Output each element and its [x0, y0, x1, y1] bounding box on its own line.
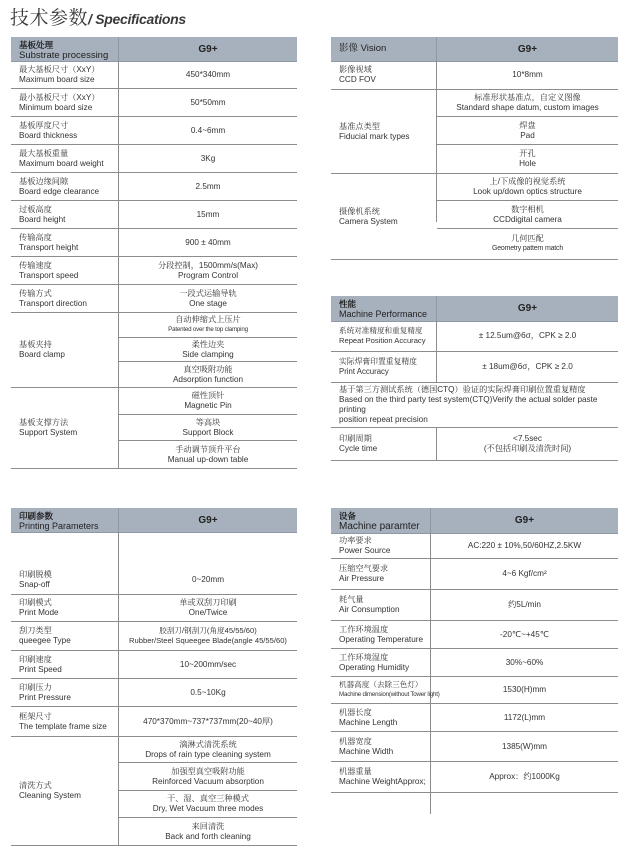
- fiducial-option: [437, 117, 618, 145]
- option-cn: 焊盘: [519, 120, 536, 130]
- table-row: [11, 707, 297, 737]
- printing-header: [11, 508, 297, 533]
- row-value: 4~6 Kgf/cm²: [502, 569, 547, 578]
- row-value: 30%~60%: [505, 657, 544, 667]
- table-row: [11, 285, 297, 313]
- row-label-cn: 印刷速度: [19, 654, 52, 664]
- row-value-en: Rubber/Steel Squeegee Blade(angle 45/55/60): [129, 636, 287, 645]
- row-value-en: One stage: [189, 298, 227, 308]
- row-label-en: Air Pressure: [339, 574, 385, 583]
- row-label-cn: 工作环境湿度: [339, 652, 389, 662]
- table-row: [331, 762, 618, 793]
- substrate-table: [11, 37, 297, 469]
- option-cn: 来回清洗: [191, 821, 225, 831]
- row-label-cn: 机器重量: [339, 767, 372, 776]
- row-label-en: Power Source: [339, 545, 391, 555]
- row-value: 0.4~6mm: [190, 125, 226, 135]
- option-cn: 滴淋式清洗系统: [179, 739, 237, 749]
- option-cn: 手动调节顶升平台: [175, 444, 241, 454]
- row-label-en: Operating Humidity: [339, 662, 410, 672]
- table-row: [331, 621, 618, 649]
- row-label-cn: 基板厚度尺寸: [19, 120, 69, 130]
- row-value: 0.5~10Kg: [190, 687, 226, 697]
- row-value-cn: 分段控制，1500mm/s(Max): [157, 260, 259, 270]
- performance-header-en: Machine Performance: [339, 309, 428, 319]
- option-en: Side clamping: [182, 349, 234, 359]
- row-label-cn: 传输速度: [19, 260, 52, 270]
- option-en: Reinforced Vacuum absorption: [152, 776, 264, 786]
- row-value-cn: 一段式运输导轨: [179, 288, 237, 298]
- row-label-cn: 功率要求: [339, 535, 372, 545]
- row-label-cn: 机器长度: [339, 707, 372, 717]
- table-row: [331, 321, 618, 352]
- row-value-en: Program Control: [177, 270, 239, 280]
- option-en: Support Block: [182, 427, 234, 437]
- row-value: -20℃~+45℃: [500, 629, 549, 639]
- row-label-en: Board thickness: [19, 130, 78, 140]
- row-value-note: (不包括印刷及清洗时间): [483, 444, 572, 453]
- row-value: 900 ± 40mm: [185, 237, 231, 247]
- row-label-en: Camera System: [339, 216, 398, 226]
- option-cn: 自动伸缩式上压片: [175, 315, 241, 324]
- row-label-en: Cycle time: [339, 444, 378, 453]
- row-label-cn: 传输高度: [19, 232, 52, 242]
- table-row: [11, 651, 297, 679]
- note-en-line2: position repeat precision: [339, 415, 428, 424]
- option-en: CCDdigital camera: [493, 214, 562, 224]
- row-label-cn: 基准点类型: [339, 121, 380, 131]
- row-value: 1530(H)mm: [502, 685, 547, 694]
- row-label-cn: 刮刀类型: [19, 626, 52, 635]
- option-en: Patented over the top clamping: [168, 326, 248, 333]
- row-label-cn: 最大基板重量: [19, 148, 69, 158]
- table-row: [11, 595, 297, 622]
- row-value: 470*370mm~737*737mm(20~40厚): [143, 716, 273, 726]
- row-label-en: Machine WeightApprox;: [339, 777, 426, 786]
- row-label-cn: 基板夹持: [19, 340, 52, 349]
- table-row: [331, 649, 618, 677]
- row-label-cn: 压缩空气要求: [339, 564, 389, 573]
- option-en: Standard shape datum, custom images: [456, 103, 599, 112]
- option-cn: 几何匹配: [511, 234, 544, 243]
- row-value: 450*340mm: [185, 69, 231, 79]
- option-en: Dry, Wet Vacuum three modes: [152, 804, 264, 813]
- table-row: [331, 590, 618, 621]
- row-label-en: Operating Temperature: [339, 634, 424, 644]
- table-row: [11, 201, 297, 229]
- option-cn: 等高块: [195, 417, 221, 427]
- row-value-en: One/Twice: [188, 608, 228, 617]
- machine-model: G9+: [514, 515, 535, 526]
- machine-header-cn: 设备: [339, 511, 357, 521]
- row-label-cn: 清洗方式: [19, 781, 52, 790]
- page-title-en: / Specifications: [88, 11, 186, 27]
- row-label-en: Transport direction: [19, 298, 87, 308]
- printing-table: [11, 508, 297, 845]
- substrate-model: G9+: [198, 43, 218, 55]
- row-label-cn: 工作环境温度: [339, 624, 389, 634]
- vision-table: [331, 37, 618, 259]
- row-label-en: Air Consumption: [339, 605, 400, 614]
- row-value: AC:220 ± 10%,50/60HZ,2.5KW: [467, 540, 582, 550]
- option-cn: 数字相机: [511, 204, 544, 214]
- row-label-cn: 最小基板尺寸（XxY）: [19, 92, 100, 102]
- support-option: [119, 415, 297, 441]
- performance-model: G9+: [517, 303, 538, 314]
- cleaning-option: [119, 763, 297, 791]
- clamp-option: [119, 338, 297, 362]
- row-label-en: Print Pressure: [19, 692, 71, 702]
- row-value: 1172(L)mm: [503, 712, 546, 722]
- vision-header: [331, 37, 618, 62]
- table-row: [11, 532, 297, 595]
- row-value-cn: 胶刮刀/钢刮刀(角度45/55/60): [159, 626, 257, 635]
- option-en: Back and forth cleaning: [165, 831, 251, 841]
- camera-option: [437, 174, 618, 201]
- row-value: 15mm: [196, 209, 220, 219]
- row-value: 10*8mm: [512, 70, 543, 79]
- substrate-header: [11, 37, 297, 62]
- option-cn: 上/下成像的视觉系统: [489, 177, 566, 186]
- row-value: 2.5mm: [195, 181, 221, 191]
- table-row: [331, 704, 618, 732]
- table-row: [331, 352, 618, 383]
- row-label-en: CCD FOV: [339, 75, 376, 84]
- option-cn: 干、湿、真空三种模式: [167, 794, 249, 803]
- table-row: [11, 117, 297, 145]
- row-label-cn: 影像视域: [339, 65, 372, 74]
- row-label-en: Repeat Position Accuracy: [339, 336, 426, 345]
- row-value: 0~20mm: [191, 575, 225, 584]
- board-clamp-row: [11, 313, 297, 388]
- row-label-en: Maximum board size: [19, 74, 95, 84]
- row-value: <7.5sec: [513, 434, 542, 443]
- row-label-en: Fiducial mark types: [339, 131, 410, 141]
- table-row: [331, 61, 618, 90]
- row-label-en: Support System: [19, 428, 78, 437]
- option-en: Geometry pattern match: [491, 245, 564, 252]
- page-title: [10, 3, 186, 30]
- row-label-en: Machine dimension(without Tower light): [339, 691, 440, 698]
- row-label-en: Maximum board weight: [19, 158, 104, 168]
- performance-table: [331, 296, 618, 462]
- option-en: Pad: [520, 130, 535, 140]
- vision-model: G9+: [517, 43, 538, 55]
- fiducial-row: [331, 90, 618, 174]
- table-row: [11, 229, 297, 257]
- performance-note-row: [331, 383, 618, 428]
- note-en-line1: Based on the third party test system(CTQ)Verify the actual solder paste printing: [339, 395, 598, 414]
- option-en: Magnetic Pin: [184, 401, 232, 410]
- row-label-en: Cleaning System: [19, 791, 81, 800]
- row-value: 1385(W)mm: [501, 741, 548, 751]
- row-label-cn: 实际焊膏印置重复精度: [339, 357, 417, 366]
- row-label-en: Machine Length: [339, 717, 398, 727]
- row-label-cn: 印刷模式: [19, 598, 52, 607]
- note-cn: 基于第三方测试系统（德国CTQ）验证的实际焊膏印刷位置重复精度: [339, 385, 586, 394]
- table-row: [11, 145, 297, 173]
- option-cn: 磁性顶针: [191, 391, 225, 400]
- page-title-cn: 技术参数: [10, 8, 89, 29]
- option-en: Drops of rain type cleaning system: [145, 749, 271, 759]
- vision-header-label: 影像 Vision: [339, 43, 387, 54]
- substrate-header-cn: 基板处理: [19, 40, 54, 50]
- option-cn: 真空吸附功能: [183, 364, 233, 374]
- row-label-cn: 最大基板尺寸（XxY）: [19, 64, 100, 74]
- row-label-en: Minimum board size: [19, 102, 93, 112]
- machine-table: [331, 508, 618, 814]
- substrate-header-en: Substrate processing: [19, 50, 109, 61]
- table-row: [331, 428, 618, 461]
- table-row: [331, 732, 618, 762]
- row-label-en: Snap-off: [19, 580, 50, 589]
- option-en: Look up/down optics structure: [473, 187, 582, 196]
- option-en: Hole: [519, 159, 536, 168]
- row-label-cn: 传输方式: [19, 288, 52, 298]
- cleaning-row: [11, 737, 297, 846]
- row-label-en: Transport speed: [19, 270, 79, 280]
- table-row: [331, 533, 618, 559]
- table-row: [11, 89, 297, 117]
- table-row: [331, 559, 618, 590]
- performance-header-cn: 性能: [339, 299, 357, 309]
- table-row: [11, 679, 297, 707]
- support-option: [119, 388, 297, 415]
- row-label-en: Print Accuracy: [339, 367, 389, 376]
- row-label-cn: 基板支撑方法: [19, 418, 69, 427]
- row-label-en: Board edge clearance: [19, 186, 100, 196]
- cleaning-option: [119, 737, 297, 763]
- performance-header: [331, 296, 618, 322]
- row-label-cn: 系统对准精度和重复精度: [339, 326, 423, 335]
- option-cn: 柔性边夹: [191, 339, 225, 349]
- option-cn: 开孔: [519, 149, 536, 158]
- row-label-en: Print Mode: [19, 608, 59, 617]
- table-row: [11, 173, 297, 201]
- option-en: Adsorption function: [172, 374, 244, 384]
- machine-header: [331, 508, 618, 534]
- camera-row: [331, 174, 618, 260]
- row-label-cn: 耗气量: [339, 595, 364, 604]
- row-label-cn: 摄像机系统: [339, 206, 380, 216]
- fiducial-option: [437, 90, 618, 117]
- row-value: ± 12.5um@6σ，CPK ≥ 2.0: [478, 331, 577, 340]
- support-system-row: [11, 388, 297, 469]
- support-option: [119, 441, 297, 468]
- table-row: [11, 61, 297, 89]
- printing-header-cn: 印刷参数: [19, 511, 54, 521]
- printing-header-en: Printing Parameters: [19, 521, 99, 531]
- row-label-cn: 印刷周期: [339, 434, 372, 443]
- printing-model: G9+: [198, 514, 218, 526]
- row-label-cn: 基板边缘间隙: [19, 176, 69, 186]
- row-label-en: Board clamp: [19, 350, 65, 359]
- row-label-en: Print Speed: [19, 664, 62, 674]
- row-value: 10~200mm/sec: [179, 659, 237, 669]
- row-value: ± 18um@6σ，CPK ≥ 2.0: [482, 362, 573, 371]
- option-cn: 加强型真空吸附功能: [171, 766, 245, 776]
- cleaning-option: [119, 818, 297, 845]
- row-label-cn: 印刷压力: [19, 682, 52, 692]
- table-row: [331, 677, 618, 704]
- row-value: 50*50mm: [190, 97, 226, 107]
- row-label-cn: 过板高度: [19, 204, 52, 214]
- row-label-en: Machine Width: [339, 746, 394, 756]
- row-label-cn: 机器宽度: [339, 736, 372, 746]
- clamp-option: [119, 313, 297, 338]
- clamp-option: [119, 362, 297, 387]
- row-label-en: Transport height: [19, 242, 79, 252]
- camera-option: [437, 229, 618, 259]
- row-label-cn: 印刷脱模: [19, 570, 52, 579]
- table-row: [11, 622, 297, 651]
- option-en: Manual up-down table: [167, 454, 249, 464]
- option-cn: 标准形状基准点，自定义图像: [474, 93, 581, 102]
- row-label-en: Board height: [19, 214, 66, 224]
- row-value-cn: 单或双刮刀印刷: [179, 598, 237, 607]
- row-label-en: The template frame size: [19, 721, 107, 731]
- row-label-cn: 框架尺寸: [19, 711, 52, 721]
- cleaning-option: [119, 791, 297, 818]
- camera-option: [437, 201, 618, 229]
- table-row: [11, 257, 297, 285]
- fiducial-option: [437, 145, 618, 173]
- row-label-en: queegee Type: [19, 636, 71, 645]
- row-value: 约5L/min: [508, 600, 541, 609]
- row-value: 3Kg: [200, 153, 216, 163]
- machine-header-en: Machine paramter: [339, 521, 420, 532]
- row-value: Approx：约1000Kg: [489, 772, 560, 781]
- row-label-cn: 机器高度（去除三色灯）: [339, 680, 423, 689]
